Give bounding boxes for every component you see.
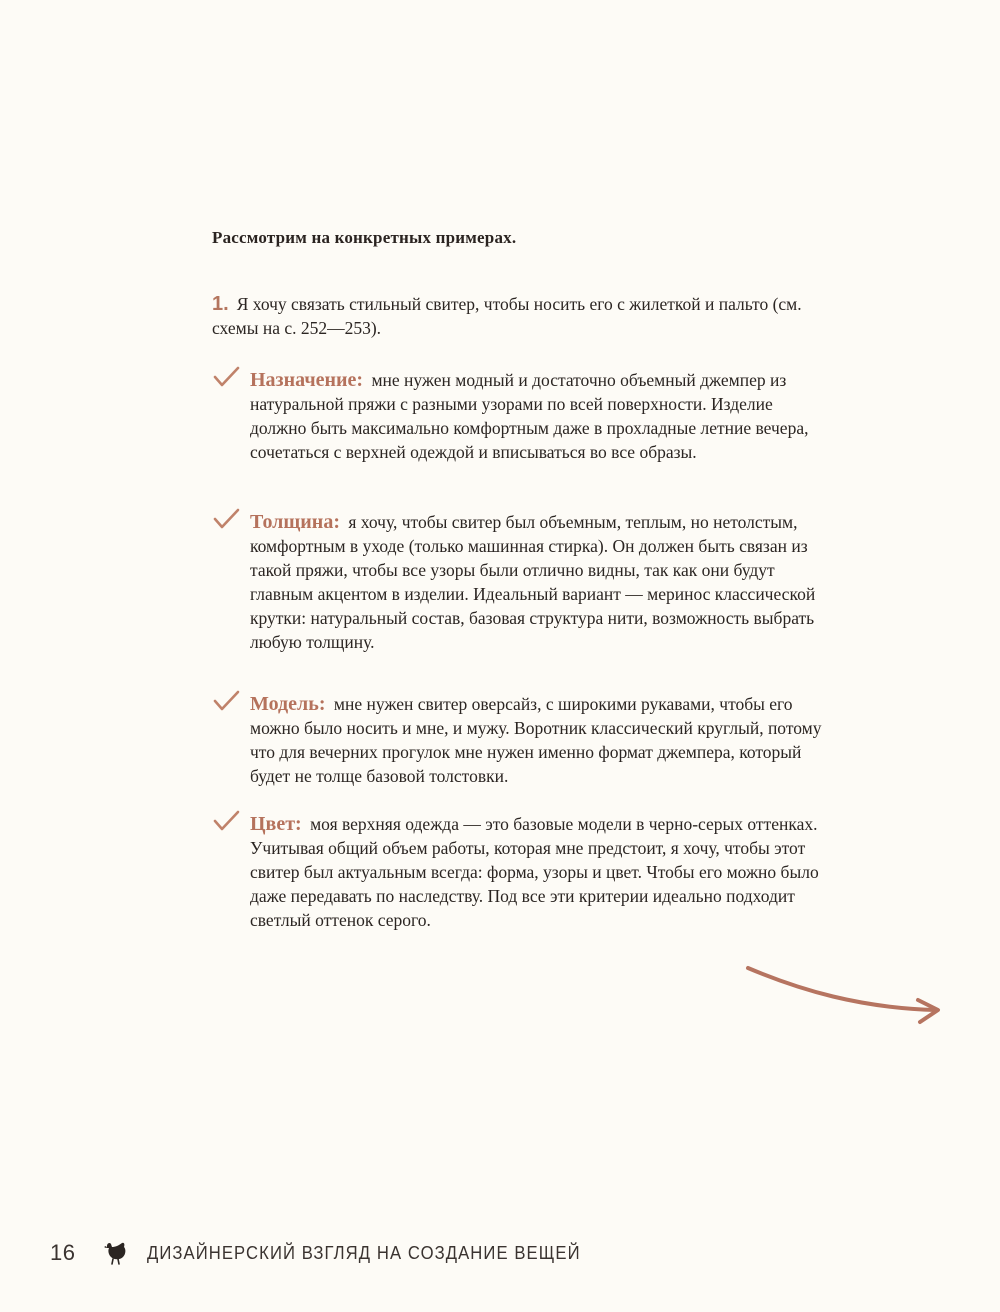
hen-icon — [103, 1240, 129, 1266]
criterion-label: Модель: — [250, 693, 326, 715]
checkmark-icon — [212, 366, 240, 388]
criterion-text: мне нужен свитер оверсайз, с широкими рукавами, чтобы его можно было носить и мне, и мужу. Воротник классический круглый, потому что для вечерних прогулок мне нужен именно формат джемпера, который будет не толще базовой толстовки. — [250, 694, 822, 786]
example-text: Я хочу связать стильный свитер, чтобы носить его с жилеткой и пальто (см. схемы на с. 252—253). — [212, 294, 802, 338]
criterion-label: Назначение: — [250, 369, 364, 391]
example-item — [212, 292, 852, 340]
criterion-purpose — [212, 368, 832, 464]
example-number: 1. — [212, 293, 229, 315]
criterion-color — [212, 812, 832, 932]
criterion-model — [212, 692, 832, 788]
checkmark-icon — [212, 508, 240, 530]
criterion-label: Цвет: — [250, 813, 302, 835]
page-number: 16 — [50, 1240, 76, 1265]
page-footer — [50, 1240, 629, 1266]
criterion-label: Толщина: — [250, 511, 340, 533]
criterion-text: моя верхняя одежда — это базовые модели в черно-серых оттенках. Учитывая общий объем работы, которая мне предстоит, я хочу, чтобы этот свитер был актуальным всегда: форма, узоры и цвет. Чтобы его можно было даже передавать по наследству. Под все эти критерии идеально подходит светлый оттенок серого. — [250, 814, 819, 930]
criterion-text: я хочу, чтобы свитер был объемным, теплым, но нетолстым, комфортным в уходе (только машинная стирка). Он должен быть связан из такой пряжи, чтобы все узоры были отлично видны, так как они будут главным акцентом в изделии. Идеальный вариант — меринос классической крутки: натуральный состав, базовая структура нити, возможность выбрать любую толщину. — [250, 512, 816, 652]
arrow-icon — [740, 960, 950, 1040]
criterion-text: мне нужен модный и достаточно объемный джемпер из натуральной пряжи с разными узорами по всей поверхности. Изделие должно быть максимально комфортным даже в прохладные летние вечера, сочетаться с верхней одеждой и вписываться во все образы. — [250, 370, 809, 462]
book-title: ДИЗАЙНЕРСКИЙ ВЗГЛЯД НА СОЗДАНИЕ ВЕЩЕЙ — [147, 1242, 582, 1263]
criterion-thickness — [212, 510, 832, 654]
checkmark-icon — [212, 810, 240, 832]
intro-heading: Рассмотрим на конкретных примерах. — [212, 228, 517, 247]
checkmark-icon — [212, 690, 240, 712]
